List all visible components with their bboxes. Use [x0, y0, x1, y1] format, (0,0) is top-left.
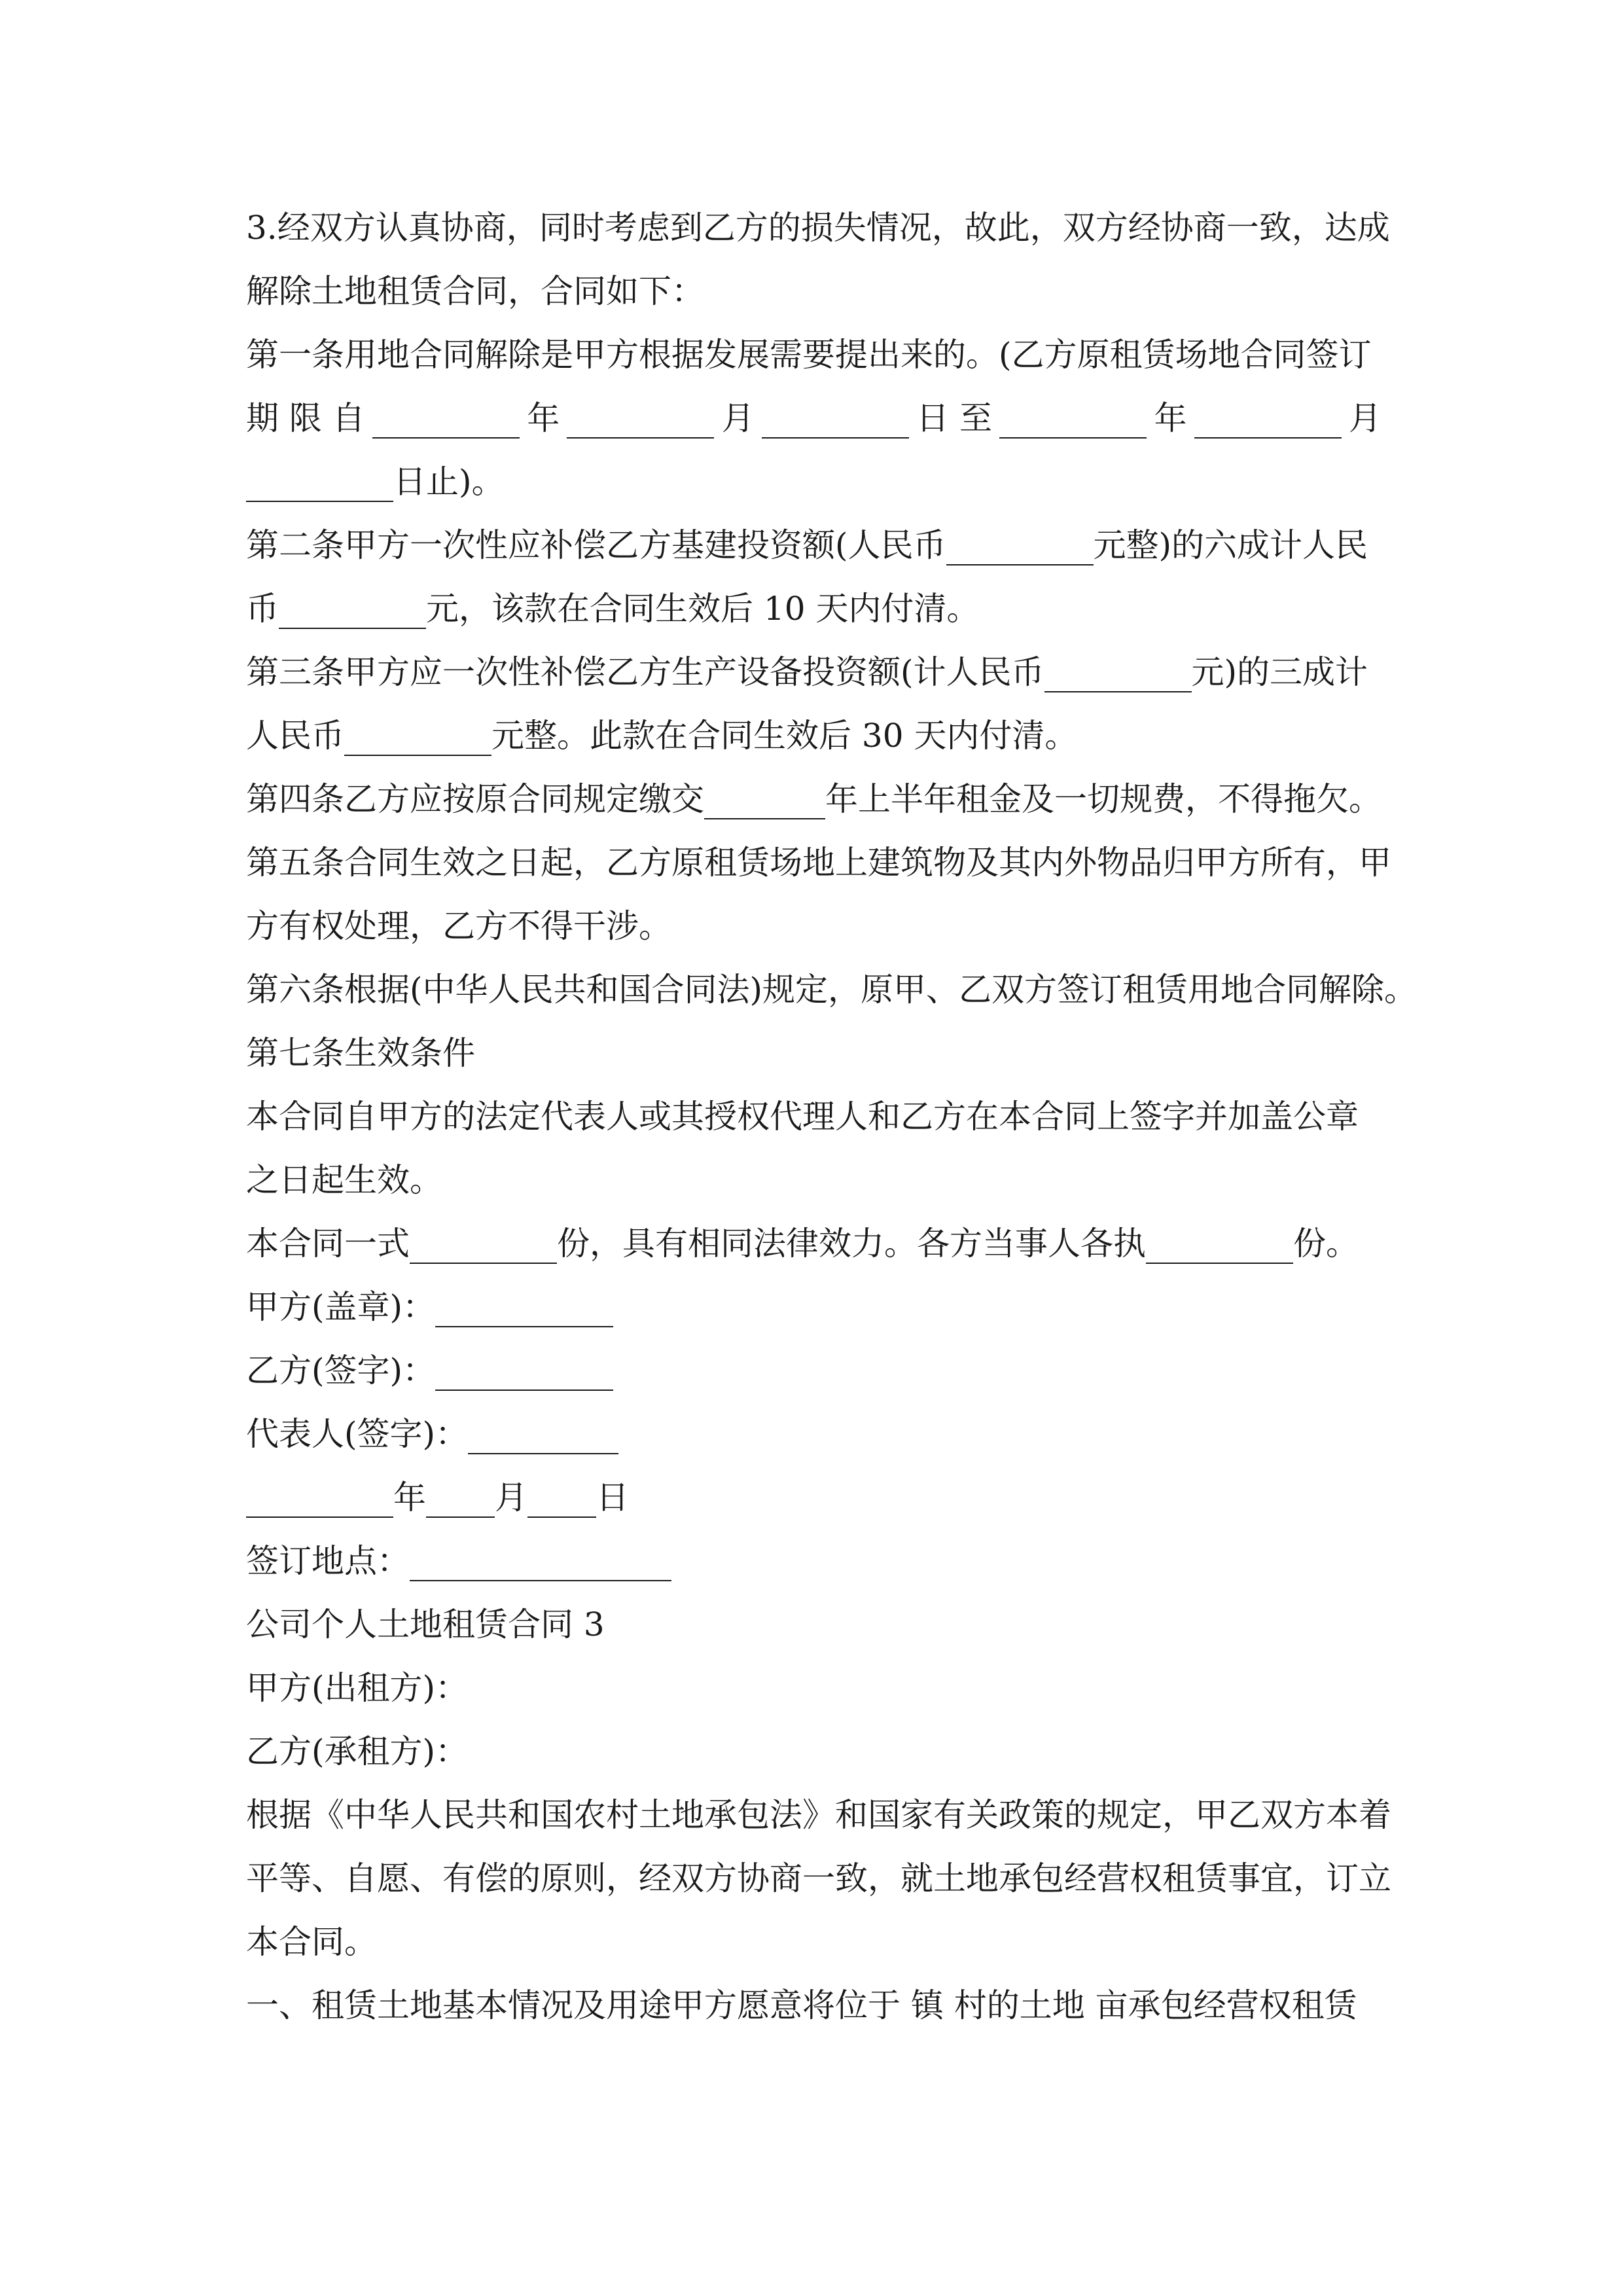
contract-3-heading: 公司个人土地租赁合同 3 [246, 1605, 605, 1643]
blank-field[interactable] [1044, 653, 1192, 692]
year-label: 年 [1154, 399, 1187, 437]
blank-field[interactable] [567, 399, 714, 439]
copies-text: 份，具有相同法律效力。各方当事人各执 [557, 1225, 1146, 1263]
text-line [246, 1657, 1382, 1720]
text-line [246, 768, 1382, 831]
blank-field[interactable] [410, 1225, 557, 1264]
article-1-term-label: 期 限 自 [246, 399, 365, 437]
party-a-seal-label: 甲方(盖章)： [246, 1288, 436, 1326]
text-line [246, 387, 1382, 450]
signature-field[interactable] [435, 1352, 613, 1391]
month-label: 月 [495, 1479, 527, 1516]
month-label: 月 [1348, 399, 1382, 437]
intro-line-1: 根据《中华人民共和国农村土地承包法》和国家有关政策的规定，甲乙双方本着 [246, 1796, 1391, 1834]
copies-text: 份。 [1293, 1225, 1359, 1263]
text-line [246, 1212, 1382, 1276]
text-line [246, 514, 1382, 577]
article-3-text: 元)的三成计 [1191, 653, 1368, 691]
text-line [246, 323, 1382, 387]
year-label: 年 [527, 399, 560, 437]
signing-place-label: 签订地点： [246, 1542, 410, 1580]
day-to-label: 日 至 [916, 399, 993, 437]
intro-line-2: 平等、自愿、有偿的原则，经双方协商一致，就土地承包经营权租赁事宜，订立 [246, 1859, 1391, 1897]
blank-field[interactable] [246, 463, 393, 502]
blank-field[interactable] [344, 717, 491, 756]
year-label: 年 [393, 1479, 426, 1516]
blank-field[interactable] [999, 399, 1147, 439]
article-3-text: 第三条甲方应一次性补偿乙方生产设备投资额(计人民币 [246, 653, 1044, 691]
article-7-line-2: 之日起生效。 [246, 1161, 442, 1199]
text-line [246, 1022, 1382, 1085]
lessor-label: 甲方(出租方)： [246, 1669, 469, 1707]
blank-field[interactable] [426, 1479, 495, 1518]
text-line [246, 577, 1382, 641]
article-4-text: 第四条乙方应按原合同规定缴交 [246, 780, 704, 818]
article-5-line-1: 第五条合同生效之日起，乙方原租赁场地上建筑物及其内外物品归甲方所有，甲 [246, 844, 1391, 882]
text-line [246, 1403, 1382, 1466]
article-6-line-1: 第六条根据(中华人民共和国合同法)规定，原甲、乙双方签订租赁用地合同解除。 [246, 971, 1418, 1009]
article-7-title: 第七条生效条件 [246, 1034, 475, 1072]
text-line [246, 1276, 1382, 1339]
text-line [246, 704, 1382, 768]
article-4-text: 年上半年租金及一切规费，不得拖欠。 [825, 780, 1382, 818]
document-body [246, 196, 1418, 2037]
paragraph-3-line-2: 解除土地租赁合同，合同如下： [246, 272, 704, 310]
article-2-text: 元，该款在合同生效后 10 天内付清。 [426, 590, 980, 628]
representative-sign-label: 代表人(签字)： [246, 1415, 469, 1453]
text-line [246, 260, 1382, 323]
paragraph-3-line-1: 3.经双方认真协商，同时考虑到乙方的损失情况，故此，双方经协商一致，达成 [246, 209, 1390, 247]
article-2-text: 第二条甲方一次性应补偿乙方基建投资额(人民币 [246, 526, 946, 564]
text-line [246, 641, 1382, 704]
section-1-line-1: 一、租赁土地基本情况及用途甲方愿意将位于 镇 村的土地 亩承包经营权租赁 [246, 1986, 1357, 2024]
blank-field[interactable] [946, 526, 1094, 565]
text-line [246, 450, 1382, 514]
text-line [246, 1339, 1382, 1403]
party-b-sign-label: 乙方(签字)： [246, 1352, 436, 1390]
signature-field[interactable] [468, 1415, 618, 1454]
lessee-label: 乙方(承租方)： [246, 1732, 469, 1770]
blank-field[interactable] [527, 1479, 596, 1518]
intro-line-3: 本合同。 [246, 1923, 377, 1961]
blank-field[interactable] [410, 1542, 671, 1581]
blank-field[interactable] [279, 590, 426, 629]
text-line [246, 1149, 1382, 1212]
text-line [246, 1910, 1382, 1974]
blank-field[interactable] [246, 1479, 393, 1518]
article-2-text: 币 [246, 590, 279, 628]
copies-text: 本合同一式 [246, 1225, 410, 1263]
text-line [246, 1847, 1391, 1910]
text-line [246, 196, 1390, 260]
article-1-line-3: 日止)。 [393, 463, 505, 501]
text-line [246, 1974, 1382, 2037]
blank-field[interactable] [704, 780, 825, 819]
article-1-line-1: 第一条用地合同解除是甲方根据发展需要提出来的。(乙方原租赁场地合同签订 [246, 336, 1372, 374]
blank-field[interactable] [1194, 399, 1342, 439]
text-line [246, 831, 1391, 895]
text-line [246, 895, 1382, 958]
signature-field[interactable] [435, 1288, 613, 1327]
text-line [246, 1530, 1382, 1593]
blank-field[interactable] [372, 399, 520, 439]
text-line [246, 1720, 1382, 1784]
text-line [246, 1593, 1382, 1657]
month-label: 月 [721, 399, 755, 437]
text-line [246, 1466, 1382, 1530]
article-7-line-1: 本合同自甲方的法定代表人或其授权代理人和乙方在本合同上签字并加盖公章 [246, 1098, 1359, 1136]
text-line [246, 1085, 1382, 1149]
day-label: 日 [596, 1479, 629, 1516]
article-3-text: 元整。此款在合同生效后 30 天内付清。 [491, 717, 1078, 755]
blank-field[interactable] [762, 399, 909, 439]
text-line [246, 958, 1418, 1022]
article-2-text: 元整)的六成计人民 [1093, 526, 1368, 564]
article-3-text: 人民币 [246, 717, 344, 755]
text-line [246, 1784, 1391, 1847]
article-5-line-2: 方有权处理，乙方不得干涉。 [246, 907, 671, 945]
blank-field[interactable] [1146, 1225, 1293, 1264]
